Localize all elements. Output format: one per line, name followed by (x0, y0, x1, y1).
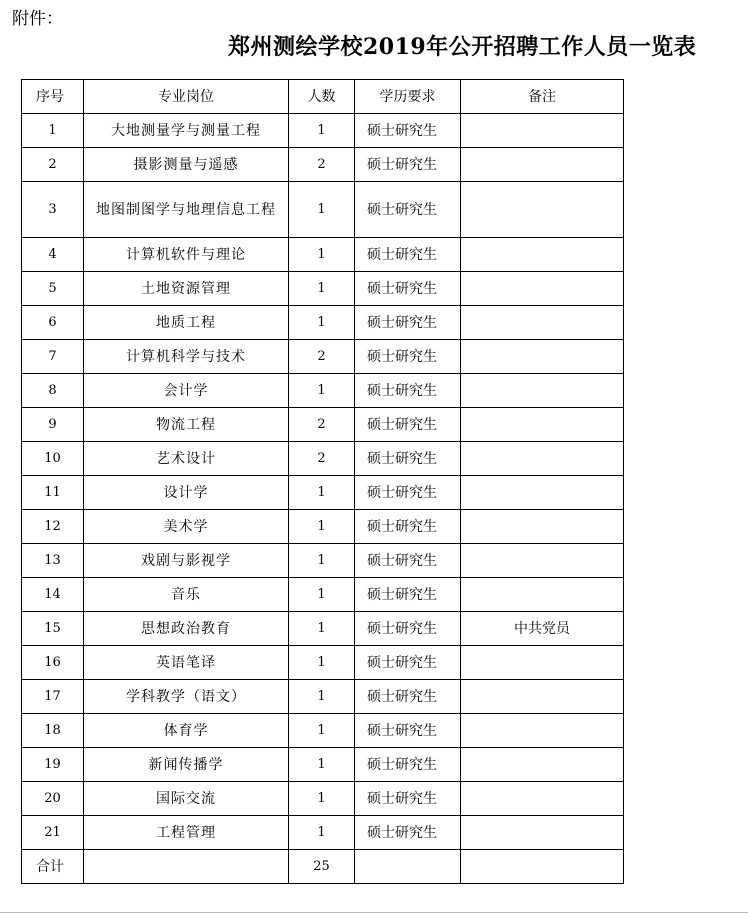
cell-note (461, 646, 624, 680)
cell-seq: 14 (22, 578, 84, 612)
cell-post: 大地测量学与测量工程 (84, 114, 289, 148)
cell-seq: 8 (22, 374, 84, 408)
cell-education: 硕士研究生 (355, 680, 461, 714)
cell-count: 1 (289, 816, 355, 850)
table-row (22, 272, 624, 306)
cell-count: 1 (289, 612, 355, 646)
cell-education: 硕士研究生 (355, 476, 461, 510)
cell-count: 2 (289, 442, 355, 476)
table-row (22, 544, 624, 578)
cell-seq: 2 (22, 148, 84, 182)
cell-post: 美术学 (84, 510, 289, 544)
total-post-cell (84, 850, 289, 884)
cell-education: 硕士研究生 (355, 306, 461, 340)
cell-post: 新闻传播学 (84, 748, 289, 782)
cell-education: 硕士研究生 (355, 816, 461, 850)
cell-count: 1 (289, 748, 355, 782)
cell-note (461, 714, 624, 748)
cell-education: 硕士研究生 (355, 408, 461, 442)
header-note: 备注 (461, 80, 624, 114)
cell-note: 中共党员 (461, 612, 624, 646)
cell-education: 硕士研究生 (355, 340, 461, 374)
cell-seq: 17 (22, 680, 84, 714)
document-title: 郑州测绘学校2019年公开招聘工作人员一览表 (228, 34, 697, 60)
table-row (22, 476, 624, 510)
cell-post: 英语笔译 (84, 646, 289, 680)
table-row (22, 680, 624, 714)
cell-count: 1 (289, 714, 355, 748)
cell-post: 计算机科学与技术 (84, 340, 289, 374)
cell-count: 1 (289, 646, 355, 680)
cell-education: 硕士研究生 (355, 114, 461, 148)
cell-seq: 5 (22, 272, 84, 306)
total-note-cell (461, 850, 624, 884)
cell-note (461, 306, 624, 340)
cell-note (461, 272, 624, 306)
cell-post: 地质工程 (84, 306, 289, 340)
cell-seq: 4 (22, 238, 84, 272)
table-row (22, 408, 624, 442)
page-bottom-divider (0, 912, 748, 913)
cell-education: 硕士研究生 (355, 646, 461, 680)
header-education: 学历要求 (355, 80, 461, 114)
cell-note (461, 510, 624, 544)
cell-post: 国际交流 (84, 782, 289, 816)
cell-count: 2 (289, 148, 355, 182)
table-row (22, 612, 624, 646)
cell-note (461, 476, 624, 510)
cell-count: 2 (289, 408, 355, 442)
table-row (22, 646, 624, 680)
cell-note (461, 442, 624, 476)
cell-count: 1 (289, 578, 355, 612)
cell-education: 硕士研究生 (355, 442, 461, 476)
cell-post: 摄影测量与遥感 (84, 148, 289, 182)
cell-education: 硕士研究生 (355, 782, 461, 816)
cell-seq: 18 (22, 714, 84, 748)
table-row (22, 182, 624, 238)
cell-post: 物流工程 (84, 408, 289, 442)
cell-count: 1 (289, 306, 355, 340)
total-row (22, 850, 624, 884)
cell-note (461, 340, 624, 374)
cell-note (461, 578, 624, 612)
cell-note (461, 238, 624, 272)
cell-note (461, 182, 624, 238)
table-row (22, 340, 624, 374)
cell-seq: 15 (22, 612, 84, 646)
cell-education: 硕士研究生 (355, 374, 461, 408)
cell-education: 硕士研究生 (355, 578, 461, 612)
attachment-label: 附件： (12, 9, 63, 29)
cell-post: 音乐 (84, 578, 289, 612)
cell-count: 1 (289, 374, 355, 408)
cell-count: 1 (289, 510, 355, 544)
cell-count: 1 (289, 182, 355, 238)
cell-seq: 21 (22, 816, 84, 850)
cell-seq: 19 (22, 748, 84, 782)
cell-note (461, 114, 624, 148)
total-count: 25 (289, 850, 355, 884)
cell-note (461, 680, 624, 714)
cell-count: 1 (289, 544, 355, 578)
cell-post: 设计学 (84, 476, 289, 510)
cell-seq: 16 (22, 646, 84, 680)
cell-count: 1 (289, 782, 355, 816)
cell-note (461, 748, 624, 782)
cell-count: 1 (289, 476, 355, 510)
cell-education: 硕士研究生 (355, 148, 461, 182)
cell-education: 硕士研究生 (355, 714, 461, 748)
cell-seq: 10 (22, 442, 84, 476)
cell-count: 1 (289, 114, 355, 148)
cell-education: 硕士研究生 (355, 510, 461, 544)
cell-seq: 1 (22, 114, 84, 148)
cell-note (461, 374, 624, 408)
recruitment-table (21, 79, 624, 884)
cell-post: 工程管理 (84, 816, 289, 850)
table-row (22, 578, 624, 612)
table-row (22, 374, 624, 408)
cell-education: 硕士研究生 (355, 238, 461, 272)
cell-note (461, 148, 624, 182)
cell-post: 体育学 (84, 714, 289, 748)
cell-education: 硕士研究生 (355, 748, 461, 782)
cell-seq: 6 (22, 306, 84, 340)
cell-education: 硕士研究生 (355, 544, 461, 578)
cell-post: 土地资源管理 (84, 272, 289, 306)
cell-seq: 9 (22, 408, 84, 442)
cell-post: 思想政治教育 (84, 612, 289, 646)
cell-count: 1 (289, 680, 355, 714)
header-post: 专业岗位 (84, 80, 289, 114)
cell-post: 艺术设计 (84, 442, 289, 476)
table-row (22, 148, 624, 182)
cell-education: 硕士研究生 (355, 612, 461, 646)
cell-post: 会计学 (84, 374, 289, 408)
cell-count: 1 (289, 272, 355, 306)
table-row (22, 114, 624, 148)
cell-seq: 11 (22, 476, 84, 510)
table-header-row (22, 80, 624, 114)
cell-seq: 12 (22, 510, 84, 544)
cell-post: 计算机软件与理论 (84, 238, 289, 272)
table-row (22, 714, 624, 748)
header-seq: 序号 (22, 80, 84, 114)
table-row (22, 442, 624, 476)
cell-count: 1 (289, 238, 355, 272)
cell-post: 学科教学（语文） (84, 680, 289, 714)
cell-education: 硕士研究生 (355, 272, 461, 306)
cell-note (461, 782, 624, 816)
cell-seq: 20 (22, 782, 84, 816)
table-row (22, 306, 624, 340)
table-row (22, 782, 624, 816)
cell-seq: 7 (22, 340, 84, 374)
cell-seq: 13 (22, 544, 84, 578)
cell-note (461, 544, 624, 578)
cell-seq: 3 (22, 182, 84, 238)
table-row (22, 748, 624, 782)
cell-note (461, 408, 624, 442)
table-row (22, 238, 624, 272)
cell-post: 地图制图学与地理信息工程 (84, 182, 289, 238)
cell-post: 戏剧与影视学 (84, 544, 289, 578)
cell-count: 2 (289, 340, 355, 374)
table-row (22, 816, 624, 850)
header-count: 人数 (289, 80, 355, 114)
cell-education: 硕士研究生 (355, 182, 461, 238)
total-education-cell (355, 850, 461, 884)
table-row (22, 510, 624, 544)
table-body (22, 114, 624, 884)
total-label: 合计 (22, 850, 84, 884)
cell-note (461, 816, 624, 850)
